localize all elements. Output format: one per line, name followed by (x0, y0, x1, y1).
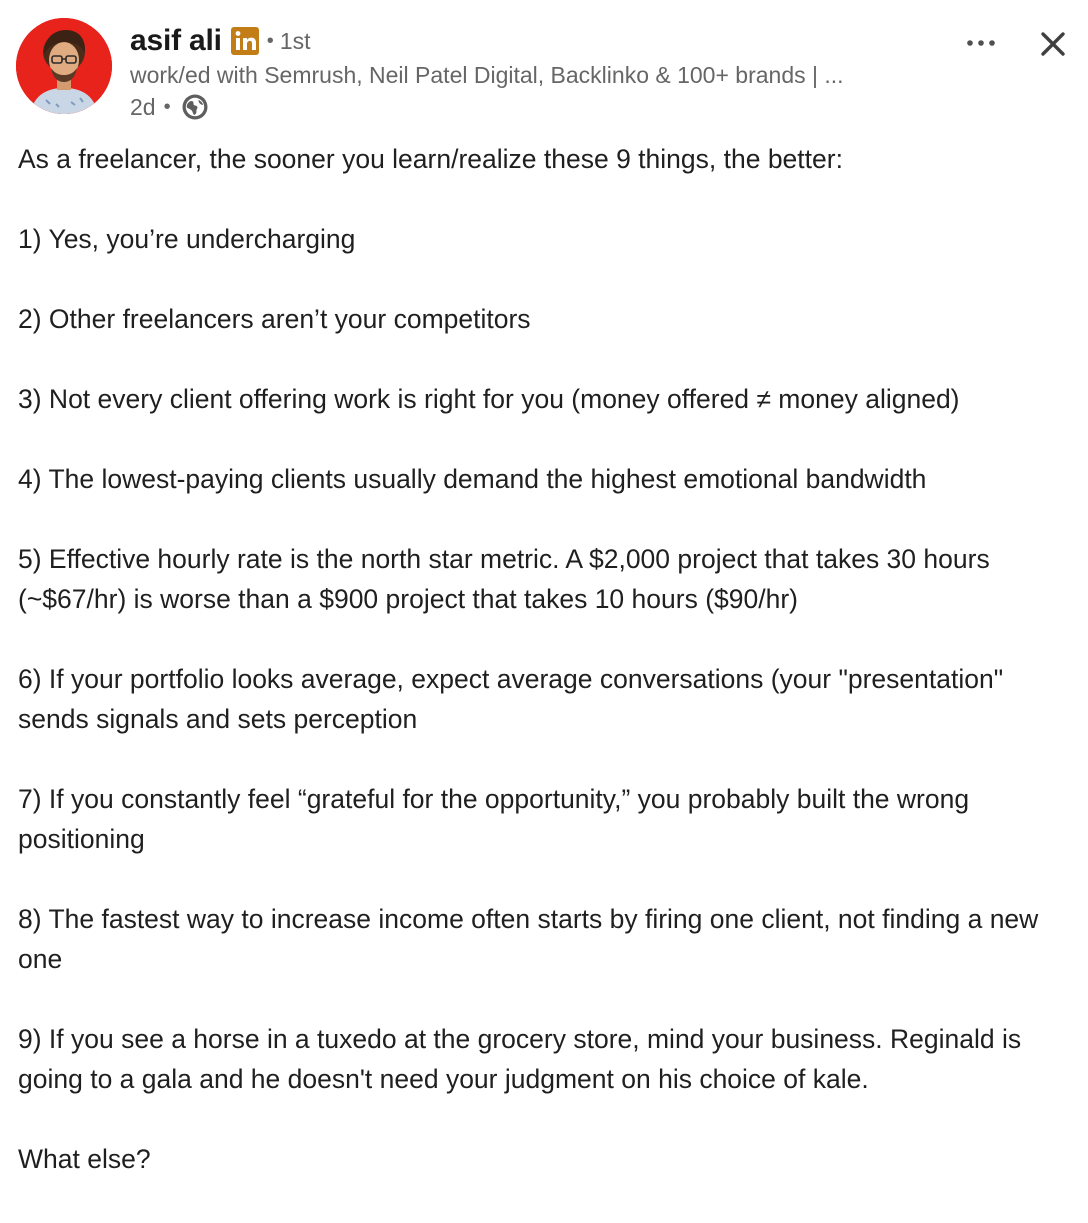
author-name[interactable]: asif ali (130, 24, 222, 57)
more-options-button[interactable] (958, 26, 1004, 60)
close-icon (1040, 31, 1066, 57)
list-item: 4) The lowest-paying clients usually demand the highest emotional bandwidth (18, 464, 927, 494)
linkedin-premium-icon (231, 27, 259, 55)
list-item: 5) Effective hourly rate is the north star metric. A $2,000 project that takes 30 hours (~$67/hr) is worse than a $900 project that takes 10 hours ($90/hr) (18, 544, 990, 614)
author-headline[interactable]: work/ed with Semrush, Neil Patel Digital, Backlinko & 100+ brands | ... (130, 62, 844, 88)
ellipsis-icon (966, 38, 996, 48)
list-item: 8) The fastest way to increase income often starts by firing one client, not finding a new one (18, 904, 1039, 974)
list-item: 7) If you constantly feel “grateful for the opportunity,” you probably built the wrong positioning (18, 784, 970, 854)
post-age: 2d (130, 93, 156, 120)
post-intro: As a freelancer, the sooner you learn/realize these 9 things, the better: (18, 144, 843, 174)
post-body (18, 139, 1080, 1179)
profile-photo-icon (16, 18, 112, 114)
connection-degree: 1st (279, 27, 311, 54)
list-item: 6) If your portfolio looks average, expect average conversations (your "presentation" sends signals and sets perception (18, 664, 1004, 734)
degree-separator: • (266, 29, 274, 52)
list-item: 2) Other freelancers aren’t your competitors (18, 304, 531, 334)
post-outro: What else? (18, 1144, 151, 1174)
list-item: 9) If you see a horse in a tuxedo at the grocery store, mind your business. Reginald is going to a gala and he doesn't need your judgment on his choice of kale. (18, 1024, 1022, 1094)
dismiss-post-button[interactable] (1032, 24, 1074, 64)
post-meta (130, 92, 209, 122)
list-item: 3) Not every client offering work is right for you (money offered ≠ money aligned) (18, 384, 960, 414)
author-name-row (130, 22, 311, 60)
meta-separator: • (163, 95, 171, 118)
globe-icon (181, 93, 209, 121)
author-avatar[interactable] (16, 18, 112, 114)
list-item: 1) Yes, you’re undercharging (18, 224, 356, 254)
